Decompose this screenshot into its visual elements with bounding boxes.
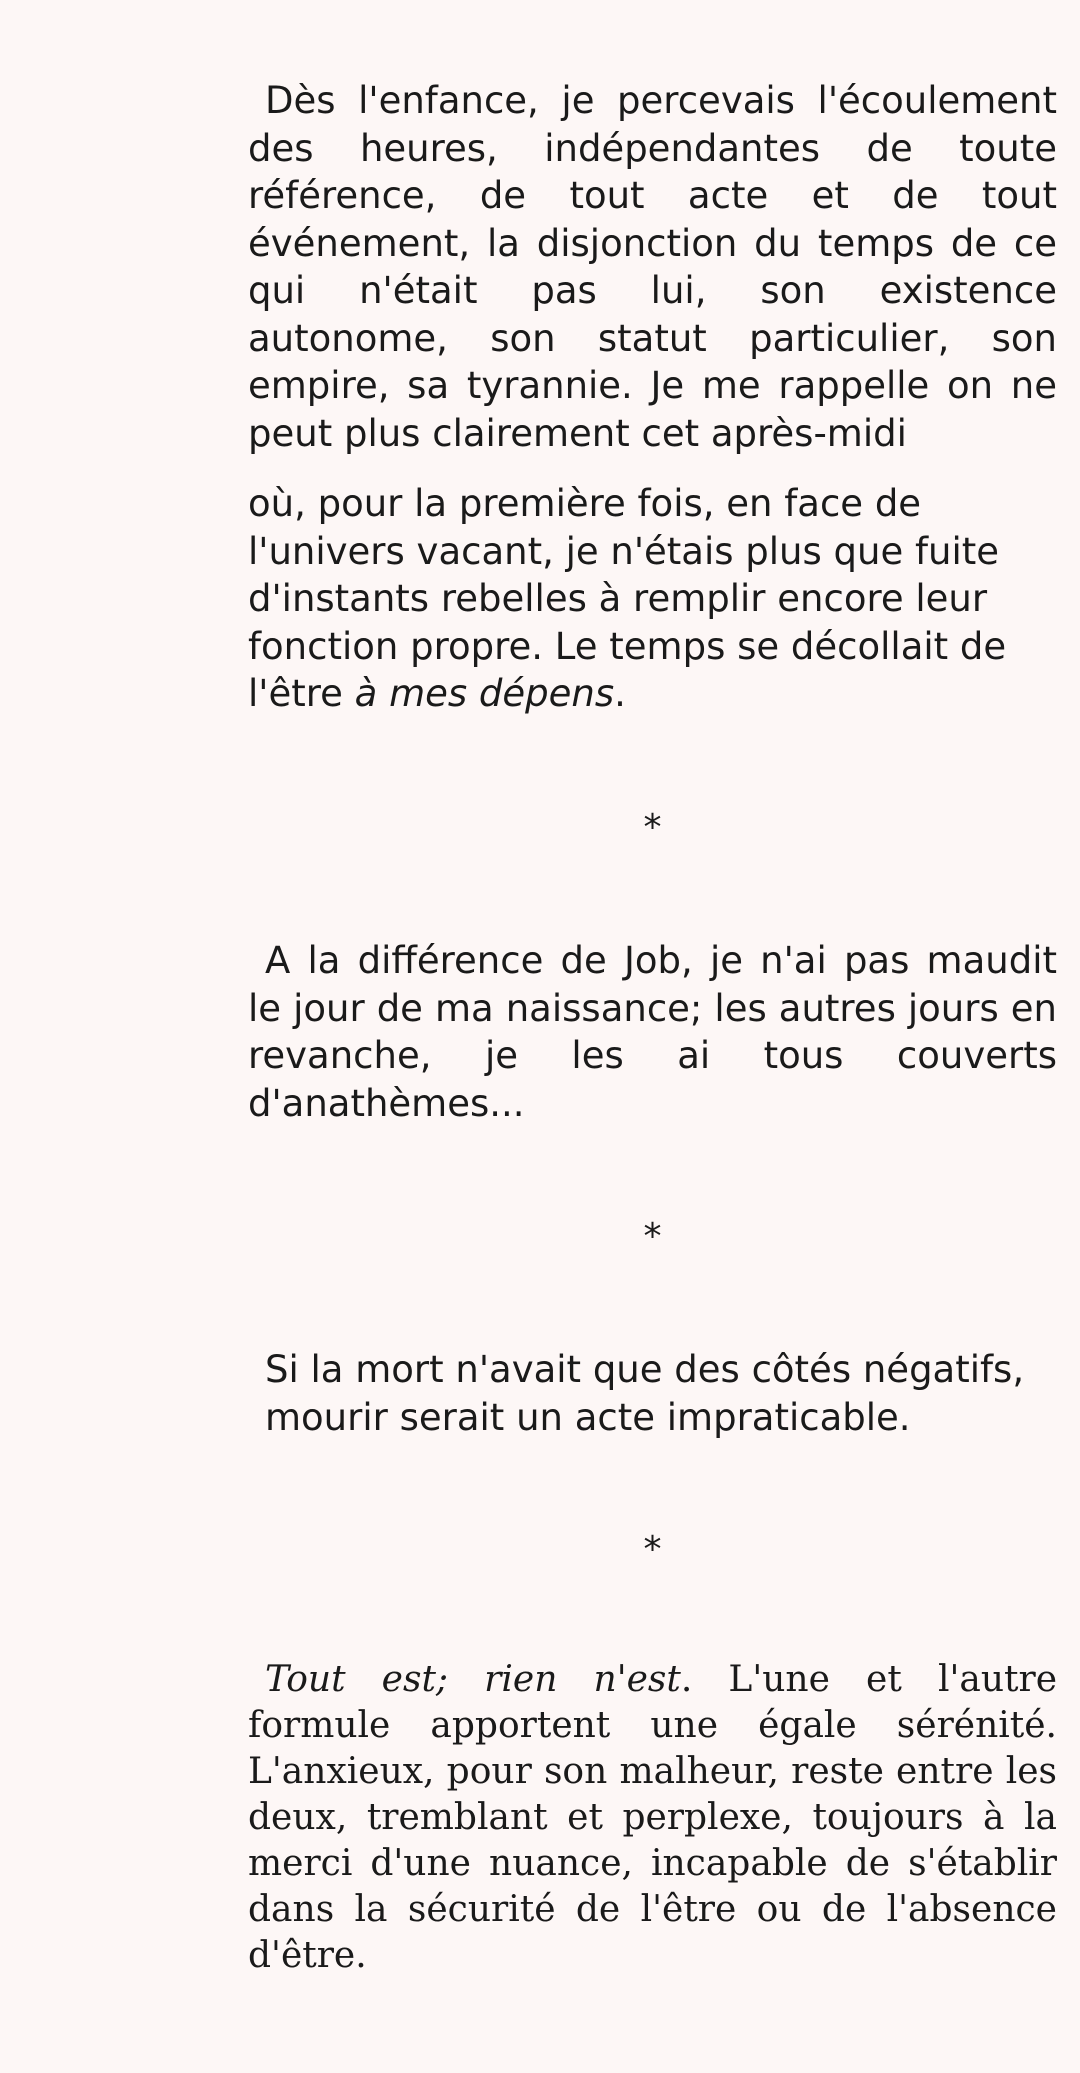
paragraph-5-rest: . L'une et l'autre formule apportent une égale sérénité. L'anxieux, pour son malheur, reste entre les deux, tremblant et perplexe, toujours à la merci d'une nuance, incapable de s'établir dans la sécurité de l'être ou de l'absence d'être. [248, 1659, 1057, 1976]
paragraph-2 [248, 480, 1057, 718]
paragraph-2-start: où, pour la première fois, en face de l'univers vacant, je n'étais plus que fuite d'instants rebelles à remplir encore leur fonction propre. Le temps se décollait de l'être [248, 482, 1007, 715]
paragraph-4-line-1: Si la mort n'avait que des côtés négatifs, [265, 1348, 1025, 1391]
paragraph-2-end: . [614, 672, 626, 715]
paragraph-5-text [248, 1657, 1057, 1979]
paragraph-5-italic: Tout est; rien n'est [265, 1659, 681, 1700]
section-separator: * [643, 1529, 662, 1570]
paragraph-2-italic: à mes dépens [354, 672, 615, 715]
section-separator: * [643, 807, 662, 848]
paragraph-5 [248, 1657, 1057, 1979]
paragraph-4-line-2: mourir serait un acte impraticable. [265, 1395, 911, 1439]
paragraph-3 [248, 937, 1057, 1127]
section-separator: * [643, 1216, 662, 1257]
paragraph-1-text: Dès l'enfance, je percevais l'écoulement des heures, indépendantes de toute référence, de tout acte et de tout événement, la disjonction du temps de ce qui n'était pas lui, son existence autonome, son statut particulier, son empire, sa tyrannie. Je me rappelle on ne peut plus clairement cet après-midi [248, 79, 1057, 455]
paragraph-1 [248, 77, 1057, 457]
paragraph-3-text: A la différence de Job, je n'ai pas maudit le jour de ma naissance; les autres jours en revanche, je les ai tous couverts d'anathèmes... [248, 939, 1057, 1125]
paragraph-2-text [248, 480, 1057, 718]
paragraph-4 [248, 1346, 1057, 1441]
